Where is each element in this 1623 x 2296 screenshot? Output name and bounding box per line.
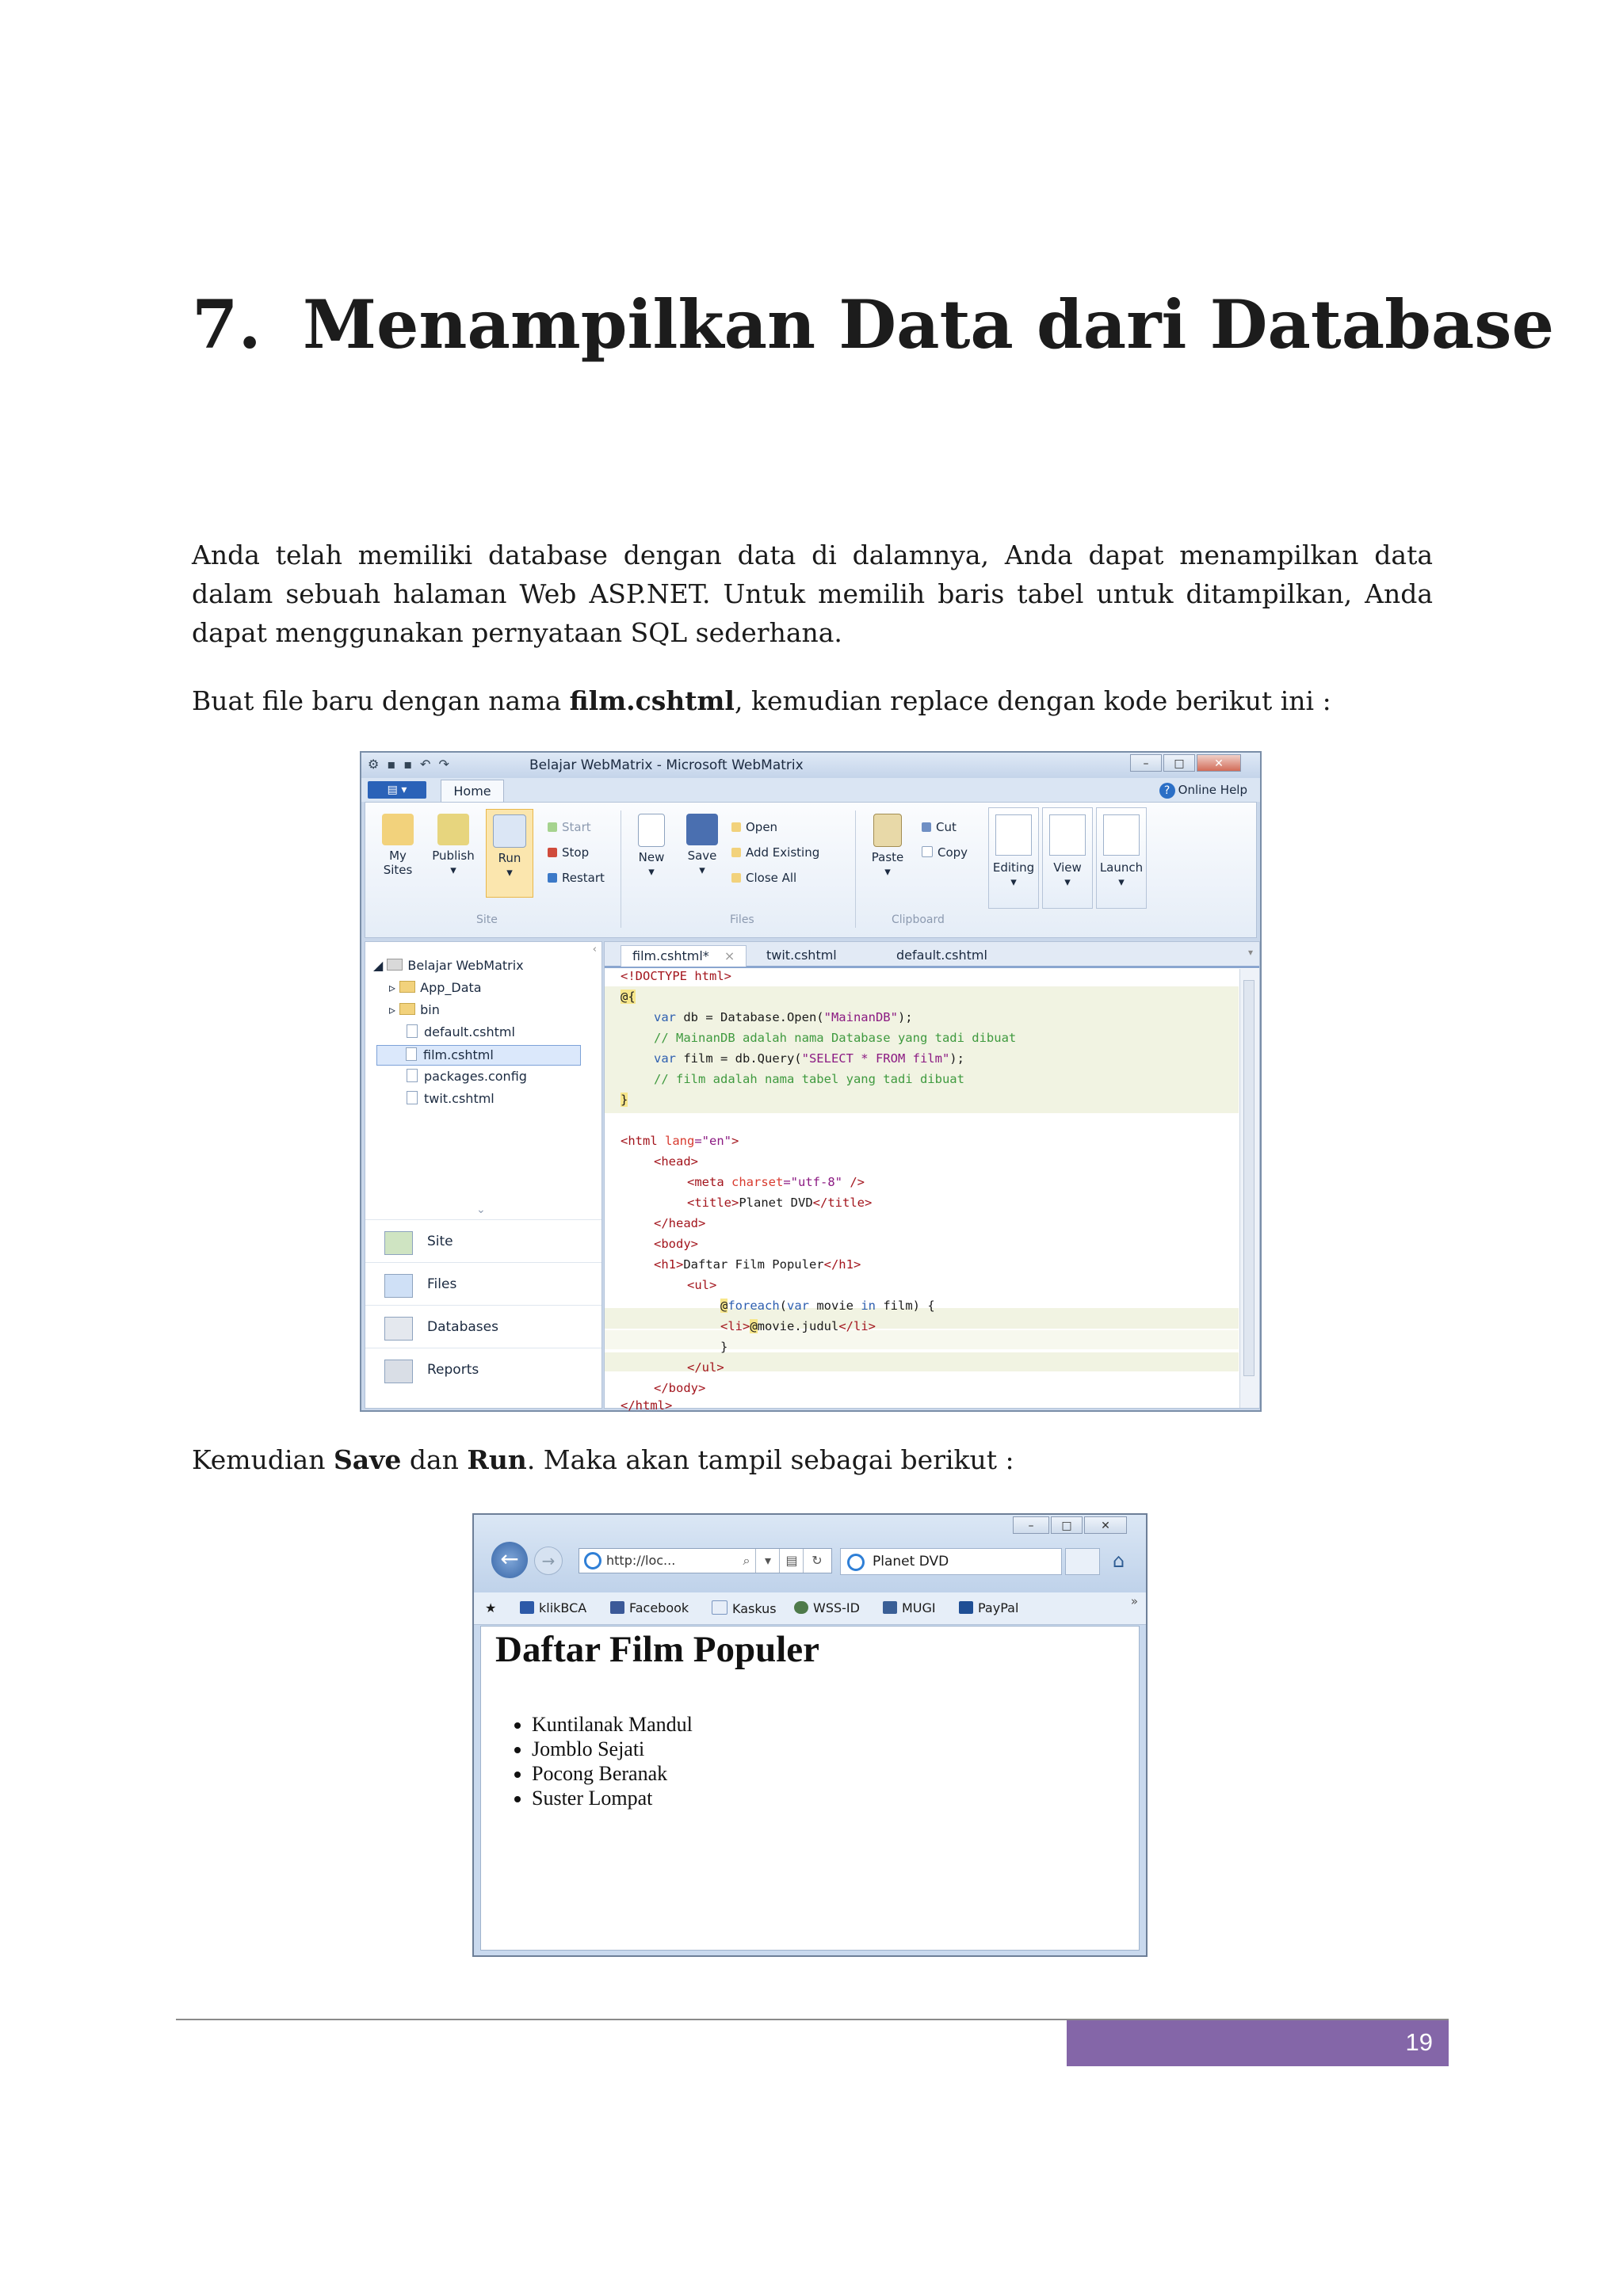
code-line: // MainanDB adalah nama Database yang tadi dibuat xyxy=(654,1031,1017,1045)
my-sites-button[interactable]: My Sites xyxy=(376,814,419,877)
result-paragraph: Kemudian Save dan Run. Maka akan tampil sebagai berikut : xyxy=(192,1444,1014,1475)
reports-icon xyxy=(384,1360,413,1383)
kaskus-icon xyxy=(712,1600,727,1615)
open-folder-icon xyxy=(731,822,741,832)
ribbon xyxy=(365,802,1257,938)
code-line: } xyxy=(621,1093,628,1107)
play-icon xyxy=(493,814,526,848)
editing-icon xyxy=(995,814,1032,856)
code-line: <li>@movie.judul</li> xyxy=(720,1319,876,1333)
cut-button[interactable]: Cut xyxy=(922,820,957,834)
tab-planet-dvd[interactable]: Planet DVD xyxy=(840,1548,1062,1575)
save-button[interactable]: Save ▾ xyxy=(682,814,722,877)
window-controls xyxy=(1130,754,1241,773)
ie-icon xyxy=(584,1552,601,1569)
forward-button[interactable]: → xyxy=(534,1547,563,1575)
fav-paypal[interactable]: PayPal xyxy=(959,1600,1018,1615)
maximize-button[interactable]: □ xyxy=(1051,1516,1083,1534)
undo-icon[interactable]: ↶ xyxy=(420,757,431,772)
minimize-button[interactable]: – xyxy=(1130,754,1162,772)
code-line: @foreach(var movie in film) { xyxy=(720,1299,935,1313)
ie-icon xyxy=(847,1554,865,1571)
code-line: var db = Database.Open("MainanDB"); xyxy=(654,1010,913,1024)
tab-twit[interactable]: twit.cshtml xyxy=(766,948,837,963)
close-tab-icon[interactable]: × xyxy=(724,948,735,963)
page-number-bar xyxy=(1067,2020,1449,2066)
code-line: var film = db.Query("SELECT * FROM film"); xyxy=(654,1051,964,1066)
instruction-paragraph: Buat file baru dengan nama film.cshtml, kemudian replace dengan kode berikut ini : xyxy=(192,685,1331,716)
nav-databases[interactable]: Databases xyxy=(365,1305,601,1348)
refresh-icon[interactable]: ↻ xyxy=(803,1549,831,1573)
copy-button[interactable]: Copy xyxy=(922,845,968,860)
file-icon xyxy=(406,1047,417,1061)
fav-kaskus[interactable]: Kaskus xyxy=(712,1600,777,1616)
nav-files[interactable]: Files xyxy=(365,1262,601,1306)
close-button[interactable]: ✕ xyxy=(1084,1516,1127,1534)
dropdown-icon[interactable]: ▾ xyxy=(755,1549,780,1573)
list-item: • Pocong Beranak xyxy=(532,1761,693,1786)
close-all-icon xyxy=(731,873,741,883)
folder-icon xyxy=(399,1003,415,1015)
minimize-button[interactable]: – xyxy=(1013,1516,1049,1534)
favorites-bar xyxy=(474,1592,1146,1625)
new-button[interactable]: New ▾ xyxy=(632,814,671,879)
window-title: Belajar WebMatrix - Microsoft WebMatrix xyxy=(529,757,804,773)
start-icon xyxy=(548,822,557,832)
code-line: </ul> xyxy=(687,1360,724,1375)
home-icon xyxy=(384,1231,413,1255)
editing-button[interactable]: Editing ▾ xyxy=(988,807,1039,909)
tab-overflow-icon[interactable]: ▾ xyxy=(1247,947,1253,958)
paste-button[interactable]: Paste ▾ xyxy=(866,814,909,879)
code-line: </body> xyxy=(654,1381,706,1395)
group-divider xyxy=(855,810,856,928)
maximize-button[interactable]: □ xyxy=(1163,754,1195,772)
tree-item-bin[interactable]: ▹ bin xyxy=(389,1002,440,1017)
facebook-icon xyxy=(610,1601,624,1614)
restart-icon xyxy=(548,873,557,883)
code-area[interactable] xyxy=(605,969,1239,1413)
page-heading: Daftar Film Populer xyxy=(495,1629,820,1670)
help-icon: ? xyxy=(1159,783,1175,799)
clipboard-group-label: Clipboard xyxy=(892,913,945,926)
run-button[interactable]: Run ▾ xyxy=(486,809,533,898)
list-item: • Jomblo Sejati xyxy=(532,1737,693,1761)
add-existing-button[interactable]: Add Existing xyxy=(731,845,819,860)
fav-mugi[interactable]: MUGI xyxy=(883,1600,936,1615)
scrollbar-thumb[interactable] xyxy=(1243,980,1254,1376)
save-icon[interactable]: ▪ xyxy=(387,757,396,772)
code-line: <ul> xyxy=(687,1278,717,1292)
paste-icon xyxy=(873,814,902,847)
chapter-heading xyxy=(192,285,1554,364)
wss-id-icon xyxy=(794,1601,808,1614)
code-line: @{ xyxy=(621,990,636,1004)
nav-site[interactable]: Site xyxy=(365,1219,601,1263)
klikbca-icon xyxy=(520,1601,534,1614)
intro-paragraph: Anda telah memiliki database dengan data di dalamnya, Anda dapat menampilkan data dalam sebuah halaman Web ASP.NET. Untuk memilih baris tabel untuk ditampilkan, Anda dapat menggunakan pernyataan SQL sederhana. xyxy=(192,540,1433,648)
restart-button[interactable]: Restart xyxy=(548,871,605,885)
filename: film.cshtml xyxy=(569,685,735,716)
tab-film[interactable]: film.cshtml* × xyxy=(621,945,747,967)
search-icon[interactable]: ⌕ xyxy=(743,1553,750,1568)
code-line: <html lang="en"> xyxy=(621,1134,739,1148)
folder-icon xyxy=(399,981,415,993)
tree-item-app-data[interactable]: ▹ App_Data xyxy=(389,980,482,995)
launch-icon xyxy=(1103,814,1140,856)
fav-wss-id[interactable]: WSS-ID xyxy=(794,1600,860,1615)
list-item: • Suster Lompat xyxy=(532,1786,693,1810)
launch-button[interactable]: Launch ▾ xyxy=(1096,807,1147,909)
address-bar[interactable]: http://loc... ⌕ ▾ ▤ ↻ xyxy=(579,1548,832,1573)
collapse-icon[interactable]: ‹ xyxy=(592,944,597,955)
code-line: <title>Planet DVD</title> xyxy=(687,1196,873,1210)
publish-icon xyxy=(437,814,469,845)
folder-icon xyxy=(382,814,414,845)
title-bar xyxy=(361,753,1260,778)
fav-klikbca[interactable]: klikBCA xyxy=(520,1600,586,1615)
chapter-title: Menampilkan Data dari Database xyxy=(303,285,1555,364)
page-number: 19 xyxy=(1405,2028,1433,2056)
site-explorer xyxy=(365,941,602,1409)
page-content xyxy=(480,1626,1140,1951)
code-line: <body> xyxy=(654,1237,698,1251)
code-line: <meta charset="utf-8" /> xyxy=(687,1175,865,1189)
view-icon xyxy=(1049,814,1086,856)
code-line: <head> xyxy=(654,1154,698,1169)
site-group-label: Site xyxy=(476,913,498,926)
save-disk-icon xyxy=(686,814,718,845)
tree-item-packages[interactable]: packages.config xyxy=(407,1069,527,1084)
redo-icon[interactable]: ↷ xyxy=(438,757,449,772)
code-line: } xyxy=(720,1340,728,1354)
close-button[interactable]: ✕ xyxy=(1197,754,1241,772)
tab-default[interactable]: default.cshtml xyxy=(896,948,987,963)
mugi-icon xyxy=(883,1601,897,1614)
list-item: • Kuntilanak Mandul xyxy=(532,1712,693,1737)
more-favorites-icon[interactable]: » xyxy=(1130,1594,1138,1608)
code-line: </html> xyxy=(621,1398,673,1413)
close-all-button[interactable]: Close All xyxy=(731,871,796,885)
site-icon xyxy=(387,959,403,971)
stop-button[interactable]: Stop xyxy=(548,845,589,860)
quick-access-toolbar xyxy=(368,757,449,772)
stop-icon xyxy=(548,848,557,857)
file-icon xyxy=(407,1091,418,1104)
save-all-icon[interactable]: ▪ xyxy=(403,757,413,772)
copy-icon xyxy=(922,846,933,857)
scissors-icon xyxy=(922,822,931,832)
back-button[interactable]: ← xyxy=(491,1542,528,1578)
view-button[interactable]: View ▾ xyxy=(1042,807,1093,909)
code-line: <!DOCTYPE html> xyxy=(621,969,731,983)
nav-reports[interactable]: Reports xyxy=(365,1348,601,1391)
chapter-number: 7. xyxy=(192,285,262,364)
code-line-highlight xyxy=(605,1330,1239,1349)
code-line: </head> xyxy=(654,1216,706,1230)
new-file-icon xyxy=(638,814,665,847)
webmatrix-window xyxy=(360,751,1262,1412)
chevron-down-icon[interactable]: ⌄ xyxy=(476,1203,486,1216)
code-line: <h1>Daftar Film Populer</h1> xyxy=(654,1257,861,1272)
fav-facebook[interactable]: Facebook xyxy=(610,1600,689,1615)
files-icon xyxy=(384,1274,413,1298)
tree-root[interactable]: ◢ Belajar WebMatrix xyxy=(373,958,524,973)
vertical-scrollbar[interactable] xyxy=(1239,969,1259,1408)
tree-item-film[interactable]: film.cshtml xyxy=(376,1045,581,1066)
app-icon[interactable]: ⚙ xyxy=(368,757,380,772)
code-line: // film adalah nama tabel yang tadi dibuat xyxy=(654,1072,964,1086)
new-tab-button[interactable] xyxy=(1065,1548,1100,1575)
publish-button[interactable]: Publish ▾ xyxy=(429,814,478,877)
online-help-link[interactable]: ? Online Help xyxy=(1159,783,1247,799)
browser-window xyxy=(472,1513,1148,1957)
start-button[interactable]: Start xyxy=(548,820,591,834)
favorites-star-icon[interactable]: ★ xyxy=(485,1600,497,1615)
tab-home[interactable]: Home xyxy=(441,780,504,802)
tree-item-default[interactable]: default.cshtml xyxy=(407,1024,515,1039)
database-icon xyxy=(384,1317,413,1341)
paypal-icon xyxy=(959,1601,973,1614)
tree-item-twit[interactable]: twit.cshtml xyxy=(407,1091,495,1106)
code-editor xyxy=(604,941,1260,1413)
film-list xyxy=(516,1712,693,1810)
add-existing-icon xyxy=(731,848,741,857)
window-controls xyxy=(1013,1516,1127,1535)
code-block-highlight xyxy=(605,986,1239,1113)
file-icon xyxy=(407,1069,418,1082)
open-button[interactable]: Open xyxy=(731,820,777,834)
home-icon[interactable]: ⌂ xyxy=(1113,1550,1125,1572)
files-group-label: Files xyxy=(730,913,754,926)
file-menu-button[interactable]: ▤ ▾ xyxy=(368,781,426,799)
file-icon xyxy=(407,1024,418,1038)
compat-view-icon[interactable]: ▤ xyxy=(779,1549,804,1573)
